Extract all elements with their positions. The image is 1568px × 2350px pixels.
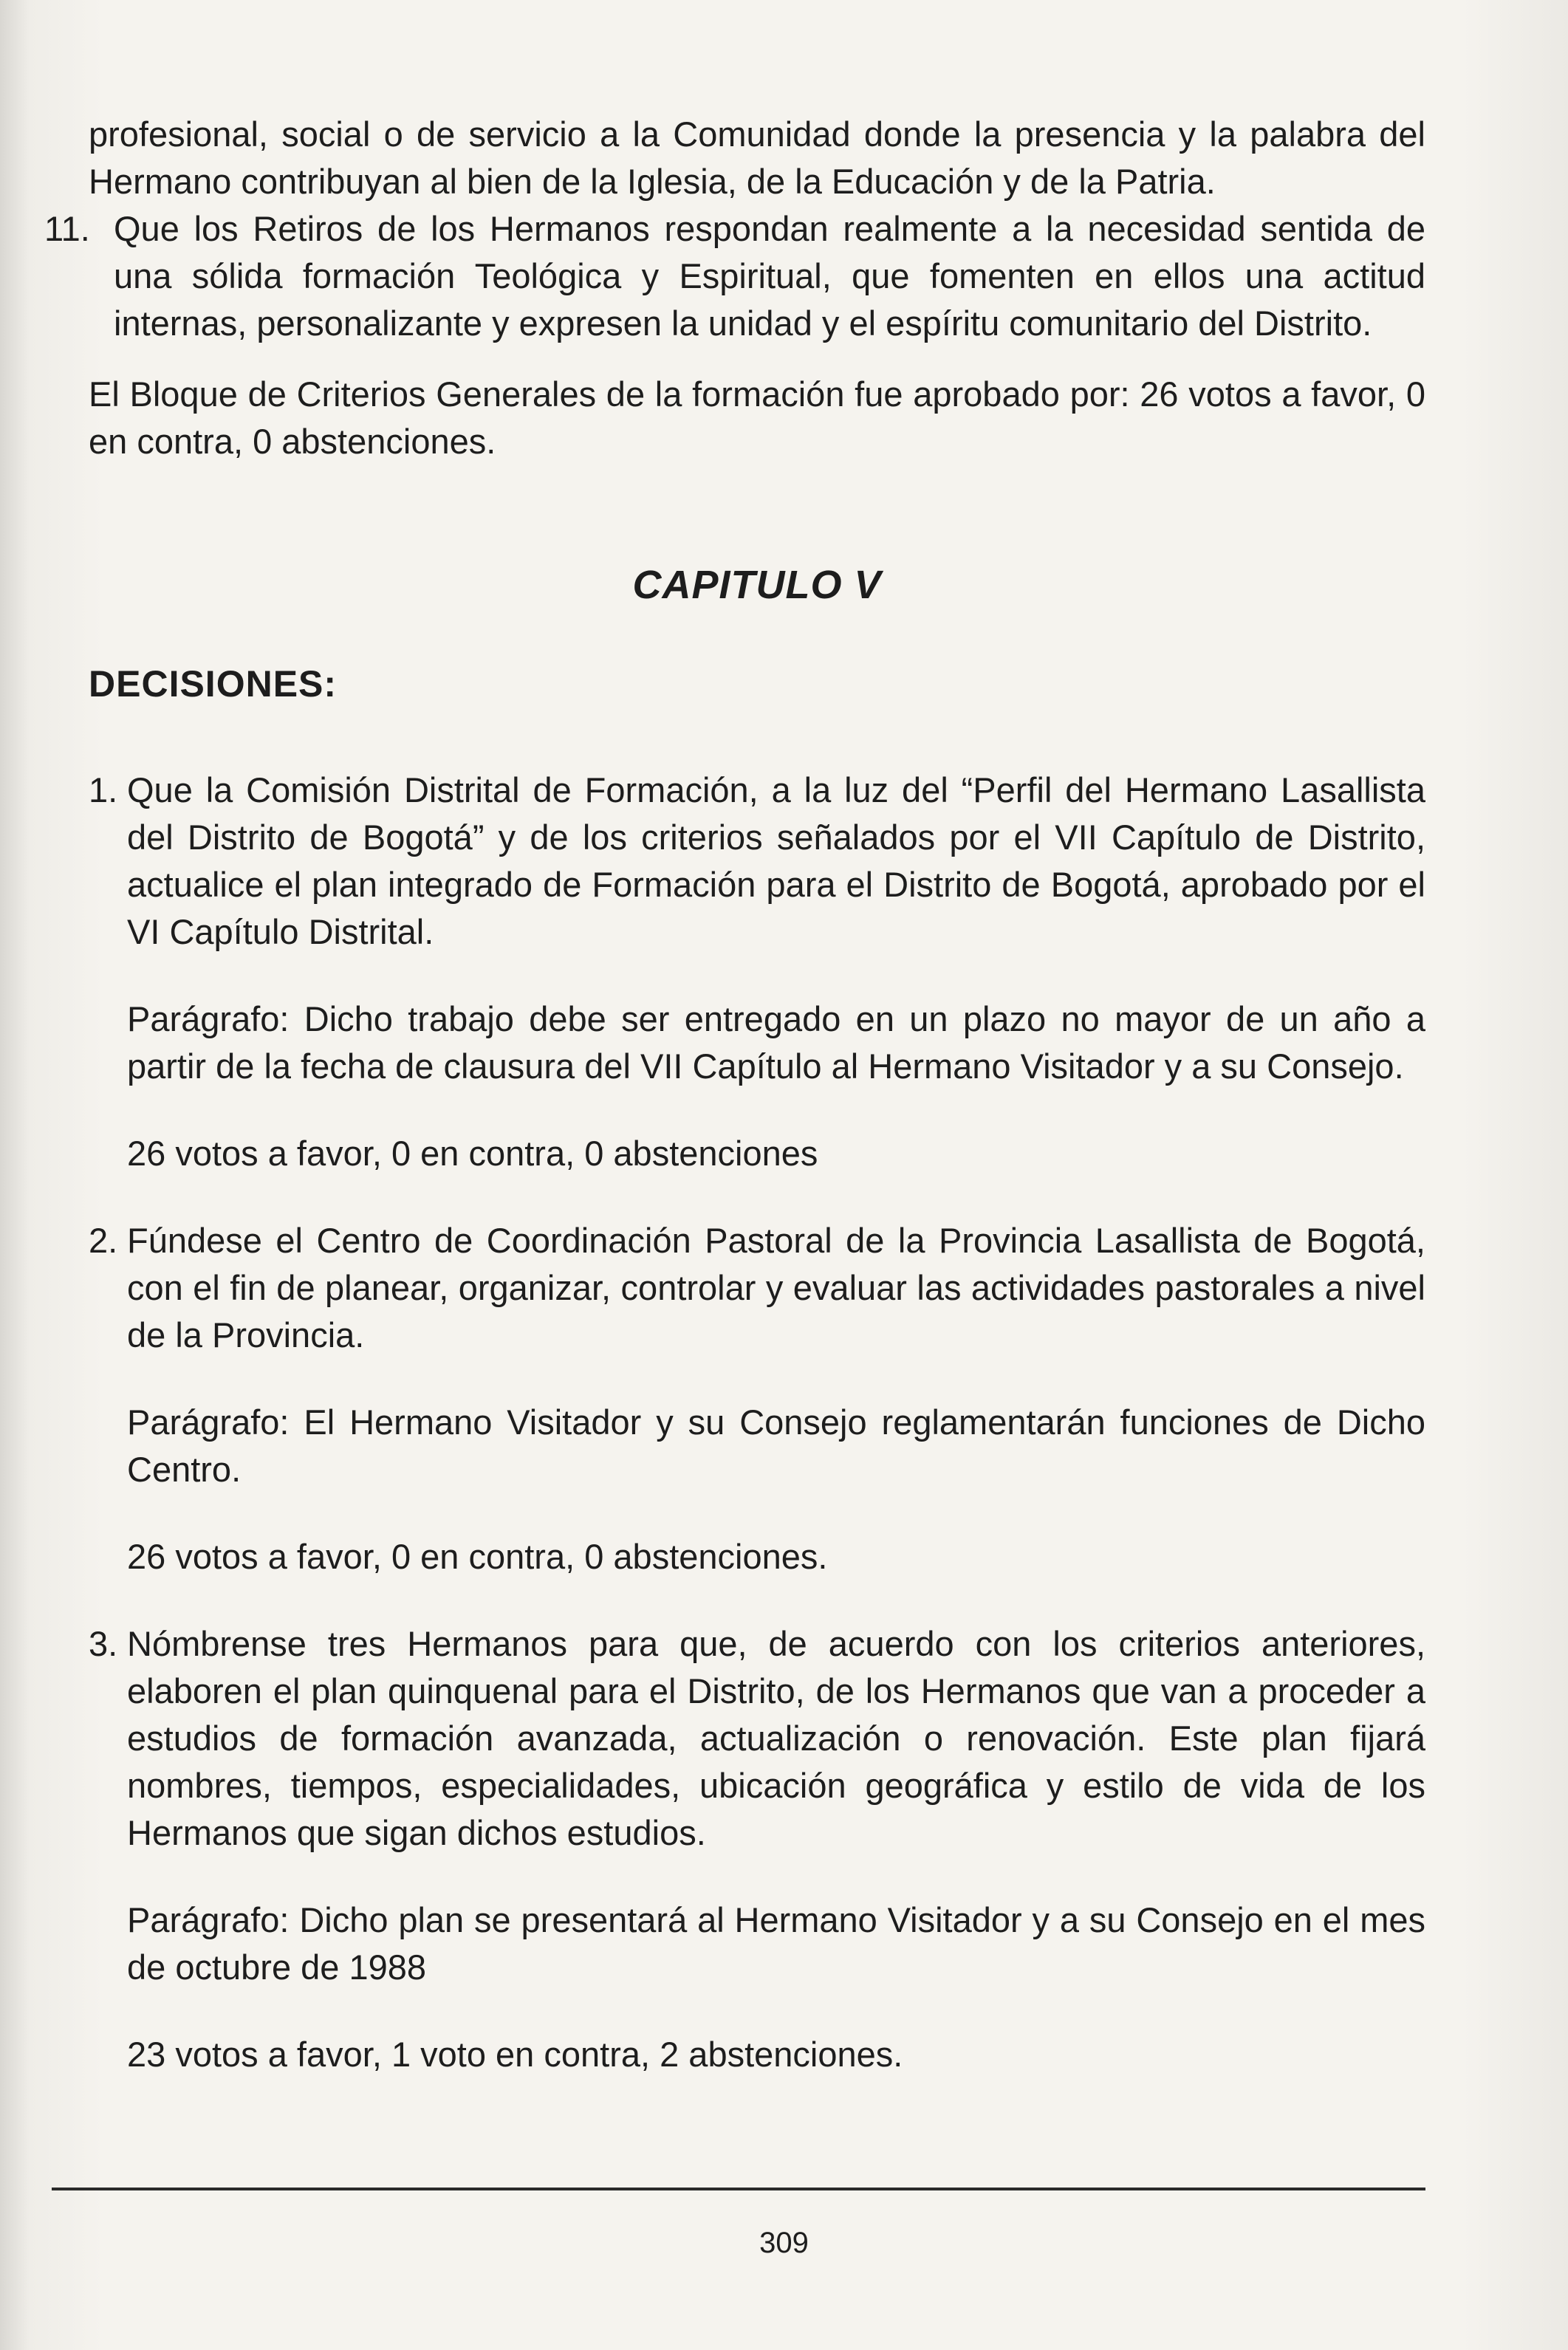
list-item-number: 11.	[44, 209, 90, 248]
list-item-11	[44, 205, 1425, 347]
decision-text: Fúndese el Centro de Coordinación Pastoral de la Provincia Lasallista de Bogotá, con el fin de planear, organizar, controlar y evaluar las actividades pastorales a nivel de la Provincia.	[127, 1221, 1425, 1354]
decision-votes: 26 votos a favor, 0 en contra, 0 abstenciones	[127, 1134, 818, 1173]
decision-item-1	[89, 767, 1425, 1177]
decision-item-2	[89, 1217, 1425, 1580]
decision-item-3	[89, 1620, 1425, 2078]
decision-votes: 26 votos a favor, 0 en contra, 0 abstenciones.	[127, 1537, 828, 1576]
page-content	[44, 111, 1425, 2118]
approval-paragraph: El Bloque de Criterios Generales de la formación fue aprobado por: 26 votos a favor, 0 en contra, 0 abstenciones.	[89, 374, 1425, 461]
list-item-text: Que los Retiros de los Hermanos respondan realmente a la necesidad sentida de una sólida formación Teológica y Espiritual, que fomenten en ellos una actitud internas, personalizante y expresen la unidad y el espíritu comunitario del Distrito.	[114, 209, 1425, 343]
page-number: 309	[759, 2227, 809, 2259]
decision-number: 2.	[89, 1221, 118, 1260]
decision-paragrafo: Parágrafo: El Hermano Visitador y su Consejo reglamentarán funciones de Dicho Centro.	[127, 1402, 1425, 1489]
decision-number: 1.	[89, 770, 118, 809]
chapter-title: CAPITULO V	[632, 563, 882, 607]
decision-paragrafo: Parágrafo: Dicho trabajo debe ser entregado en un plazo no mayor de un año a partir de la fecha de clausura del VII Capítulo al Hermano Visitador y a su Consejo.	[127, 999, 1425, 1086]
decision-text: Que la Comisión Distrital de Formación, a la luz del “Perfil del Hermano Lasallista del Distrito de Bogotá” y de los criterios señalados por el VII Capítulo de Distrito, actualice el plan integrado de Formación para el Distrito de Bogotá, aprobado por el VI Capítulo Distrital.	[127, 770, 1425, 951]
footer-rule	[52, 2188, 1425, 2190]
decision-number: 3.	[89, 1624, 118, 1663]
decision-votes: 23 votos a favor, 1 voto en contra, 2 abstenciones.	[127, 2035, 903, 2074]
decision-text: Nómbrense tres Hermanos para que, de acuerdo con los criterios anteriores, elaboren el plan quinquenal para el Distrito, de los Hermanos que van a proceder a estudios de formación avanzada, actualización o renovación. Este plan fijará nombres, tiempos, especialidades, ubicación geográfica y estilo de vida de los Hermanos que sigan dichos estudios.	[127, 1624, 1425, 1852]
continuation-paragraph: profesional, social o de servicio a la Comunidad donde la presencia y la palabra del Hermano contribuyan al bien de la Iglesia, de la Educación y de la Patria.	[89, 114, 1425, 201]
section-title: DECISIONES:	[89, 663, 338, 705]
decision-paragrafo: Parágrafo: Dicho plan se presentará al Hermano Visitador y a su Consejo en el mes de octubre de 1988	[127, 1900, 1425, 1987]
